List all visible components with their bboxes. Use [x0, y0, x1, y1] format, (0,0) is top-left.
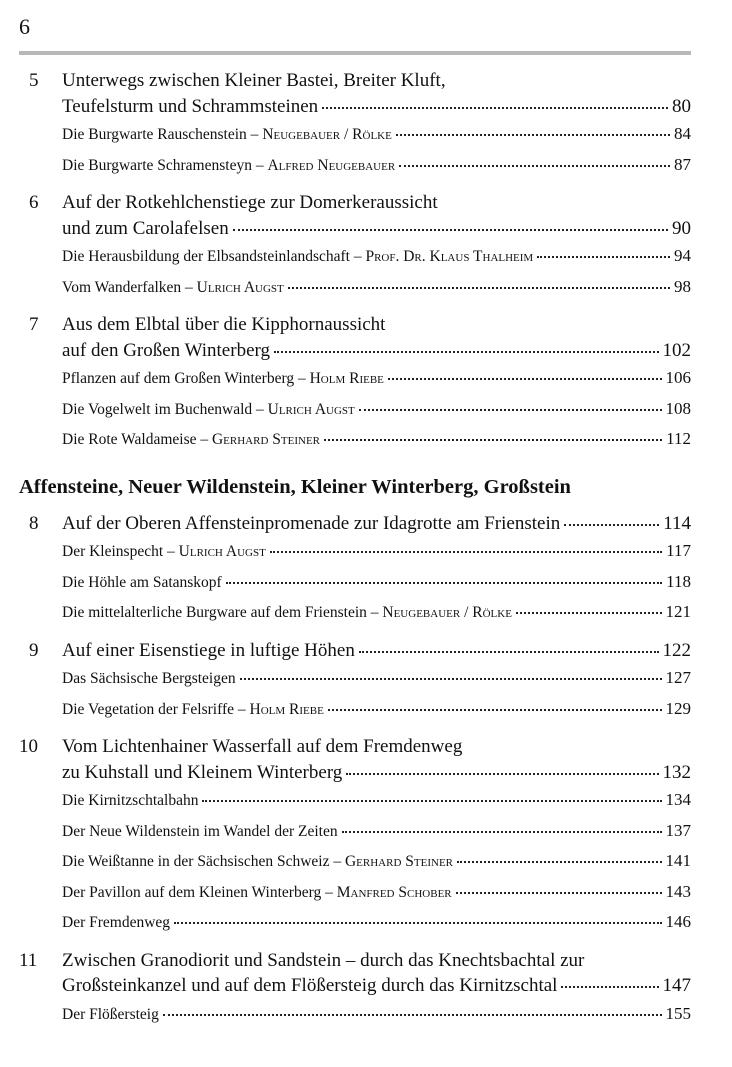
page-number: 6 — [19, 14, 30, 39]
leader-dots — [202, 800, 661, 802]
entry-number: 8 — [29, 512, 39, 534]
sub-entry-page-number: 155 — [665, 1003, 691, 1023]
sub-entry-text — [62, 537, 266, 567]
toc-entry-header — [19, 948, 691, 999]
sub-entry — [19, 536, 691, 567]
sub-entry-text — [62, 695, 324, 725]
sub-entry-text — [62, 151, 395, 181]
sub-entry-text — [62, 273, 284, 303]
header-rule — [19, 51, 691, 55]
sub-entry-author: Neugebauer / Rölke — [382, 604, 512, 621]
sub-entry-author: Manfred Schober — [336, 883, 452, 901]
sub-entry-title: Der Fremdenweg — [62, 914, 171, 931]
entry-title-text: Teufelsturm und Schrammsteinen — [62, 95, 319, 117]
leader-dots — [537, 256, 670, 258]
entry-title-text: Auf der Oberen Affensteinpromenade zur Idagrotte am Frienstein — [62, 512, 561, 534]
sub-entry — [19, 907, 691, 938]
sub-entry-text — [62, 242, 533, 272]
toc-entry — [19, 68, 691, 180]
sub-entry-author: Holm Riebe — [309, 370, 384, 387]
sub-entry-title: Pflanzen auf dem Großen Winterberg – — [62, 370, 310, 387]
sub-entry — [19, 424, 691, 455]
sub-entry-page-number: 84 — [674, 124, 691, 143]
sub-entry-text — [62, 425, 320, 455]
entry-title — [62, 312, 691, 363]
sub-entry-page-number: 108 — [665, 398, 691, 418]
leader-dots — [324, 439, 662, 441]
entry-number: 10 — [19, 736, 38, 757]
entry-title-line: Vom Lichtenhainer Wasserfall auf dem Fremdenweg — [62, 736, 463, 757]
leader-dots — [342, 831, 662, 833]
sub-entry-author: Ulrich Augst — [196, 278, 284, 296]
entry-title — [62, 190, 691, 241]
sub-entry-page-number: 143 — [665, 881, 691, 901]
entry-title-last-line — [62, 216, 691, 242]
toc-part-1 — [19, 68, 691, 455]
sub-entry — [19, 663, 691, 694]
entry-title — [62, 511, 691, 537]
table-of-contents — [19, 68, 691, 1039]
leader-dots — [516, 612, 662, 614]
leader-dots — [388, 378, 662, 380]
sub-entry-text — [62, 598, 512, 628]
sub-entry-text — [62, 817, 338, 847]
sub-entry-title: Vom Wanderfalken – — [62, 278, 197, 296]
entry-number: 11 — [19, 949, 38, 971]
sub-entry-page-number: 141 — [665, 851, 691, 870]
toc-part-2 — [19, 511, 691, 1030]
sub-entry — [19, 846, 691, 877]
sub-entry-title: Der Neue Wildenstein im Wandel der Zeiten — [62, 822, 338, 840]
sub-entry-author: Gerhard Steiner — [344, 853, 453, 870]
sub-entry-title: Die Rote Waldameise – — [62, 431, 212, 448]
entry-page-number: 147 — [662, 975, 691, 996]
sub-entry-title: Die Weißtanne in der Sächsischen Schweiz – — [62, 853, 345, 870]
sub-entry-page-number: 134 — [665, 790, 691, 809]
leader-dots — [163, 1014, 662, 1016]
entry-title-last-line — [62, 760, 691, 786]
leader-dots — [396, 134, 670, 136]
sub-entry-text — [62, 568, 222, 598]
leader-dots — [346, 773, 658, 775]
entry-title-text: Großsteinkanzel und auf dem Flößersteig durch das Kirnitzschtal — [62, 975, 558, 996]
entry-title-line: Unterwegs zwischen Kleiner Bastei, Breiter Kluft, — [62, 70, 446, 91]
entry-page-number: 122 — [662, 639, 691, 661]
sub-entry-text — [62, 395, 355, 425]
entry-title-line: Auf der Rotkehlchenstiege zur Domerkeraussicht — [62, 192, 438, 213]
sub-entry-page-number: 106 — [665, 368, 691, 387]
leader-dots — [270, 551, 662, 553]
sub-entry — [19, 694, 691, 725]
leader-dots — [399, 165, 670, 167]
entry-title-text: auf den Großen Winterberg — [62, 339, 270, 361]
sub-entry-title: Die Vogelwelt im Buchenwald – — [62, 400, 268, 418]
sub-entry-page-number: 117 — [666, 541, 691, 560]
entry-title-text: und zum Carolafelsen — [62, 217, 229, 239]
sub-entry — [19, 363, 691, 394]
toc-entry-header — [19, 68, 691, 119]
sub-entry-title: Der Pavillon auf dem Kleinen Winterberg – — [62, 883, 337, 901]
leader-dots — [226, 582, 662, 584]
sub-entry-title: Die Höhle am Satanskopf — [62, 573, 222, 591]
sub-entry — [19, 241, 691, 272]
toc-entry-header — [19, 511, 691, 537]
leader-dots — [274, 351, 659, 353]
entry-title — [62, 734, 691, 785]
entry-page-number: 114 — [663, 512, 691, 534]
toc-entry-header — [19, 190, 691, 241]
leader-dots — [233, 229, 668, 231]
toc-entry — [19, 511, 691, 628]
sub-entry-page-number: 137 — [665, 820, 691, 840]
toc-entry — [19, 312, 691, 455]
leader-dots — [288, 287, 670, 289]
sub-entry-author: Ulrich Augst — [178, 543, 266, 560]
entry-title-line: Aus dem Elbtal über die Kipphornaussicht — [62, 314, 386, 335]
sub-entry-title: Der Kleinspecht – — [62, 543, 179, 560]
sub-entry-text — [62, 908, 170, 938]
sub-entry-page-number: 127 — [665, 668, 691, 687]
sub-entry-page-number: 94 — [674, 246, 691, 265]
toc-entry — [19, 190, 691, 302]
sub-entry-text — [62, 1000, 159, 1030]
sub-entry-text — [62, 364, 384, 394]
entry-number: 9 — [29, 639, 39, 661]
leader-dots — [457, 861, 662, 863]
entry-page-number: 80 — [672, 95, 691, 117]
sub-entry-title: Das Sächsische Bergsteigen — [62, 670, 236, 687]
entry-title-last-line — [62, 638, 691, 664]
toc-entry — [19, 734, 691, 938]
entry-title-last-line — [62, 94, 691, 120]
sub-entry-title: Die Herausbildung der Elbsandsteinlandschaft – — [62, 248, 366, 265]
sub-entry — [19, 119, 691, 150]
sub-entry-text — [62, 786, 198, 816]
sub-entry-page-number: 129 — [665, 698, 691, 718]
entry-title-text: zu Kuhstall und Kleinem Winterberg — [62, 761, 343, 783]
leader-dots — [240, 678, 662, 680]
sub-entry-text — [62, 878, 452, 908]
entry-page-number: 102 — [662, 339, 691, 361]
sub-entry-text — [62, 664, 236, 694]
sub-entry-page-number: 98 — [674, 276, 691, 296]
sub-entry — [19, 567, 691, 598]
sub-entry-title: Die Kirnitzschtalbahn — [62, 792, 199, 809]
sub-entry-page-number: 112 — [666, 429, 691, 448]
leader-dots — [564, 524, 659, 526]
leader-dots — [456, 892, 662, 894]
leader-dots — [174, 922, 661, 924]
entry-title-last-line — [62, 973, 691, 999]
sub-entry-text — [62, 847, 453, 877]
sub-entry — [19, 597, 691, 628]
entry-title — [62, 68, 691, 119]
entry-title-text: Auf einer Eisenstiege in luftige Höhen — [62, 639, 355, 661]
entry-number: 5 — [29, 70, 39, 91]
toc-entry-header — [19, 312, 691, 363]
sub-entry-text — [62, 120, 392, 150]
leader-dots — [328, 709, 662, 711]
sub-entry — [19, 272, 691, 303]
sub-entry-author: Prof. Dr. Klaus Thalheim — [365, 248, 534, 265]
sub-entry-title: Die mittelalterliche Burgware auf dem Frienstein – — [62, 604, 383, 621]
sub-entry-title: Die Vegetation der Felsriffe – — [62, 700, 250, 718]
entry-title-line: Zwischen Granodiorit und Sandstein – durch das Knechtsbachtal zur — [62, 949, 585, 971]
sub-entry-page-number: 118 — [666, 571, 691, 591]
entry-title — [62, 638, 691, 664]
entry-title — [62, 948, 691, 999]
sub-entry — [19, 150, 691, 181]
sub-entry-page-number: 146 — [665, 912, 691, 931]
leader-dots — [322, 107, 668, 109]
sub-entry-author: Neugebauer / Rölke — [262, 126, 392, 143]
toc-entry — [19, 948, 691, 1030]
entry-page-number: 90 — [672, 217, 691, 239]
sub-entry-page-number: 121 — [665, 602, 691, 621]
entry-page-number: 132 — [662, 761, 691, 783]
sub-entry-author: Gerhard Steiner — [211, 431, 320, 448]
sub-entry-title: Die Burgwarte Schramensteyn – — [62, 156, 268, 174]
sub-entry — [19, 785, 691, 816]
leader-dots — [561, 986, 658, 988]
toc-entry — [19, 638, 691, 725]
entry-number: 7 — [29, 314, 39, 335]
leader-dots — [359, 409, 662, 411]
sub-entry-title: Die Burgwarte Rauschenstein – — [62, 126, 263, 143]
sub-entry-author: Ulrich Augst — [267, 400, 355, 418]
sub-entry-title: Der Flößersteig — [62, 1005, 159, 1023]
sub-entry — [19, 816, 691, 847]
sub-entry — [19, 999, 691, 1030]
entry-number: 6 — [29, 192, 39, 213]
sub-entry-page-number: 87 — [674, 154, 691, 174]
toc-entry-header — [19, 734, 691, 785]
sub-entry — [19, 394, 691, 425]
entry-title-last-line — [62, 511, 691, 537]
entry-title-last-line — [62, 338, 691, 364]
sub-entry-author: Holm Riebe — [249, 700, 324, 718]
toc-entry-header — [19, 638, 691, 664]
leader-dots — [359, 651, 659, 653]
sub-entry — [19, 877, 691, 908]
sub-entry-author: Alfred Neugebauer — [267, 156, 396, 174]
section-heading: Affensteine, Neuer Wildenstein, Kleiner Winterberg, Großstein — [19, 475, 571, 498]
